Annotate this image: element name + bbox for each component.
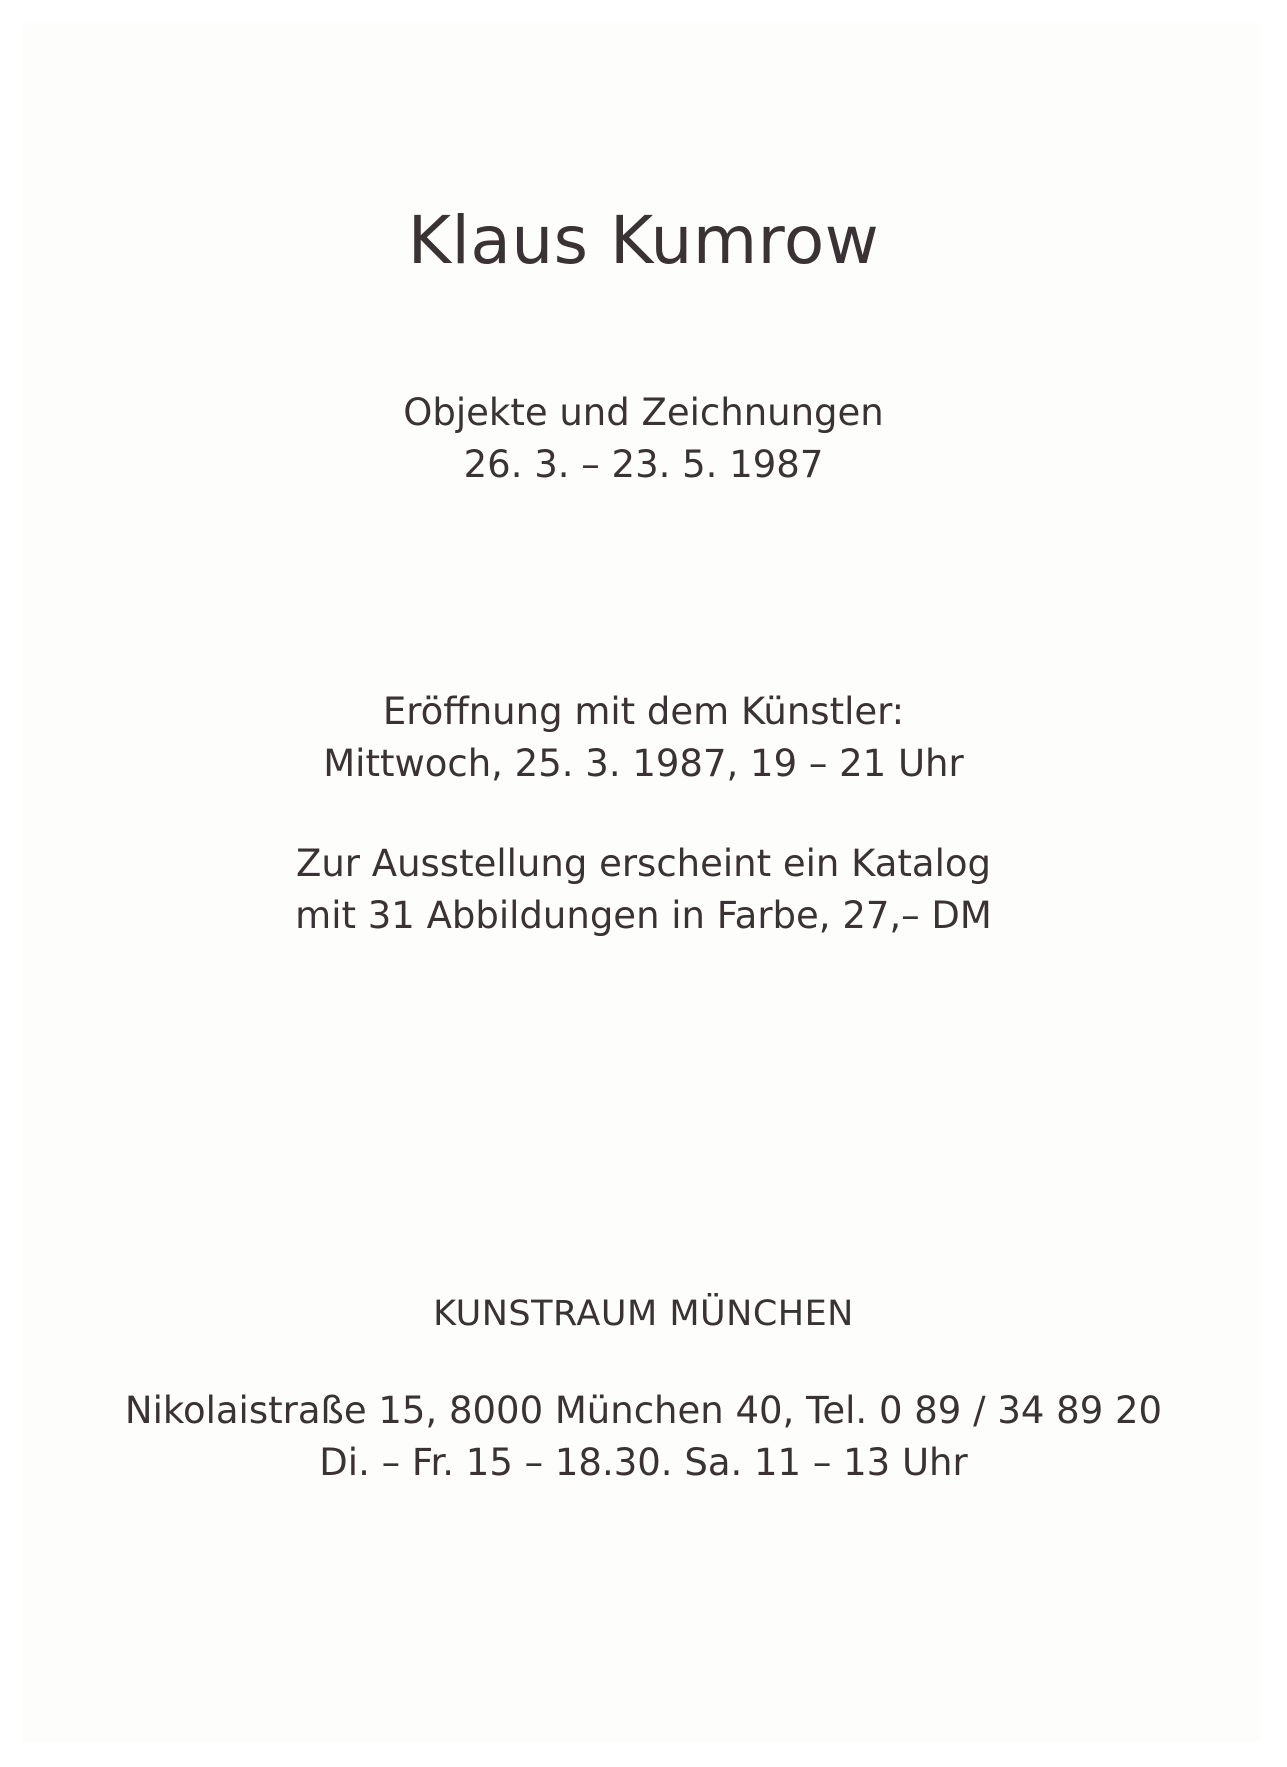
catalog-note-line-2: mit 31 Abbildungen in Farbe, 27,– DM [295, 894, 992, 937]
exhibition-dates: 26. 3. – 23. 5. 1987 [463, 443, 824, 486]
artist-name: Klaus Kumrow [407, 202, 880, 279]
venue-address: Nikolaistraße 15, 8000 München 40, Tel. 0 89 / 34 89 20 [124, 1389, 1163, 1432]
opening-time: Mittwoch, 25. 3. 1987, 19 – 21 Uhr [323, 742, 964, 785]
opening-label: Eröffnung mit dem Künstler: [382, 690, 905, 733]
venue-name: KUNSTRAUM MÜNCHEN [433, 1294, 854, 1334]
exhibition-subtitle: Objekte und Zeichnungen [403, 391, 884, 434]
opening-hours: Di. – Fr. 15 – 18.30. Sa. 11 – 13 Uhr [319, 1441, 968, 1484]
catalog-note-line-1: Zur Ausstellung erscheint ein Katalog [296, 842, 991, 885]
